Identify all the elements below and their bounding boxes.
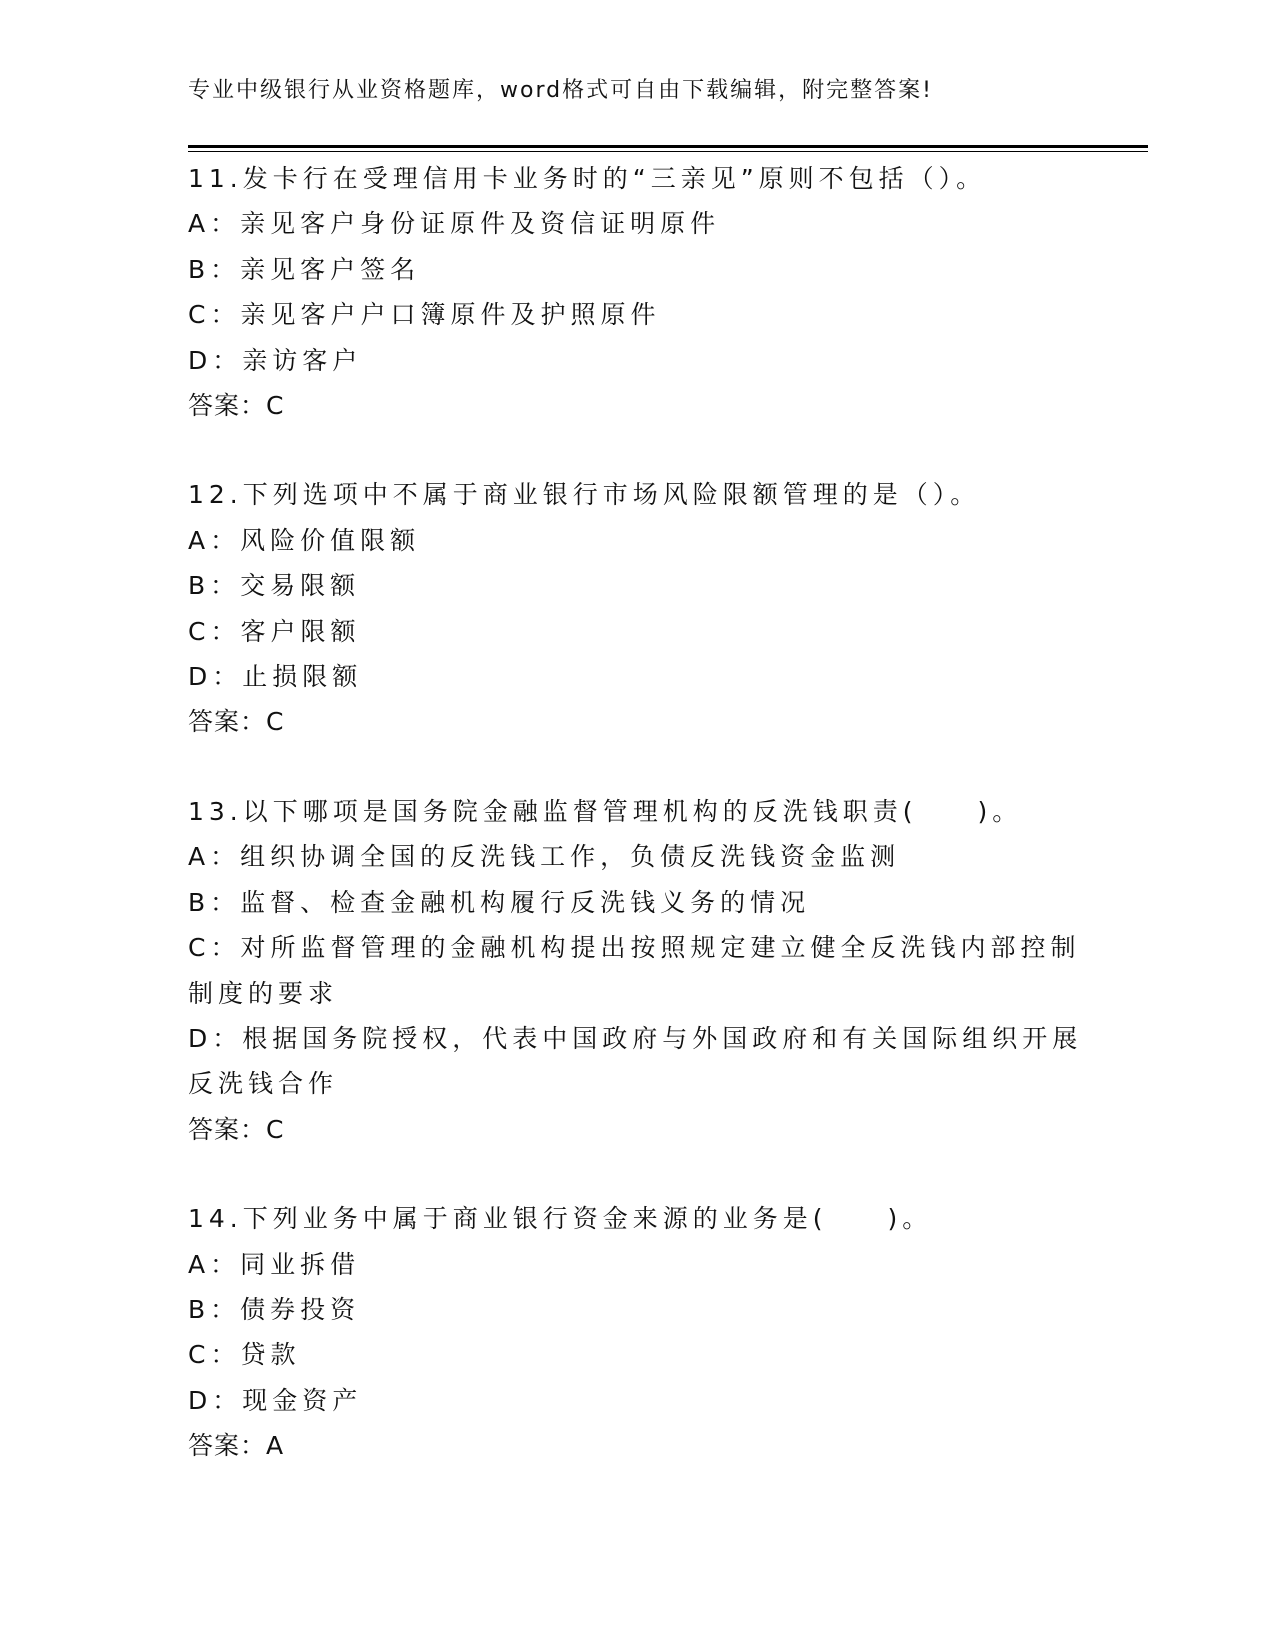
question-14 xyxy=(188,1196,1088,1468)
question-stem: 11.发卡行在受理信用卡业务时的“三亲见”原则不包括（）。 xyxy=(188,164,987,193)
question-12 xyxy=(188,472,1088,744)
option-d: D：根据国务院授权，代表中国政府与外国政府和有关国际组织开展反洗钱合作 xyxy=(188,1023,1083,1099)
option-b: B：亲见客户签名 xyxy=(188,254,421,284)
header-rule-thin xyxy=(188,151,1148,152)
question-stem: 12.下列选项中不属于商业银行市场风险限额管理的是（）。 xyxy=(188,480,981,510)
page-header: 专业中级银行从业资格题库，word格式可自由下载编辑，附完整答案! xyxy=(188,78,933,103)
answer-value: C xyxy=(266,1114,284,1144)
answer-label: 答案： xyxy=(188,707,267,737)
option-a: A：风险价值限额 xyxy=(188,525,421,555)
answer-line xyxy=(188,699,1088,744)
question-list xyxy=(188,156,1088,1513)
question-stem: 13.以下哪项是国务院金融监督管理机构的反洗钱职责( )。 xyxy=(188,796,1023,826)
option-c: C：客户限额 xyxy=(188,616,361,646)
option-c: C：对所监督管理的金融机构提出按照规定建立健全反洗钱内部控制制度的要求 xyxy=(188,933,1081,1008)
option-d: D：现金资产 xyxy=(188,1385,363,1415)
answer-value: C xyxy=(266,391,284,421)
option-a: A：亲见客户身份证原件及资信证明原件 xyxy=(188,209,721,239)
question-13 xyxy=(188,789,1088,1152)
option-b: B：监督、检查金融机构履行反洗钱义务的情况 xyxy=(188,887,811,917)
header-rule-thick xyxy=(188,145,1148,148)
answer-value: C xyxy=(266,707,284,737)
option-d: D：亲访客户 xyxy=(188,345,363,375)
answer-line xyxy=(188,383,1088,428)
option-d: D：止损限额 xyxy=(188,662,363,692)
option-b: B：债券投资 xyxy=(188,1294,361,1324)
answer-label: 答案： xyxy=(188,1431,267,1461)
answer-label: 答案： xyxy=(188,391,267,421)
answer-label: 答案： xyxy=(188,1114,267,1144)
answer-line xyxy=(188,1107,1088,1152)
question-11 xyxy=(188,156,1088,428)
question-stem: 14.下列业务中属于商业银行资金来源的业务是( )。 xyxy=(188,1204,933,1234)
option-a: A：同业拆借 xyxy=(188,1249,361,1279)
option-c: C：贷款 xyxy=(188,1340,301,1370)
option-b: B：交易限额 xyxy=(188,571,361,601)
option-c: C：亲见客户户口簿原件及护照原件 xyxy=(188,300,661,330)
option-a: A：组织协调全国的反洗钱工作，负债反洗钱资金监测 xyxy=(188,842,901,872)
answer-line xyxy=(188,1423,1088,1468)
answer-value: A xyxy=(266,1431,284,1461)
